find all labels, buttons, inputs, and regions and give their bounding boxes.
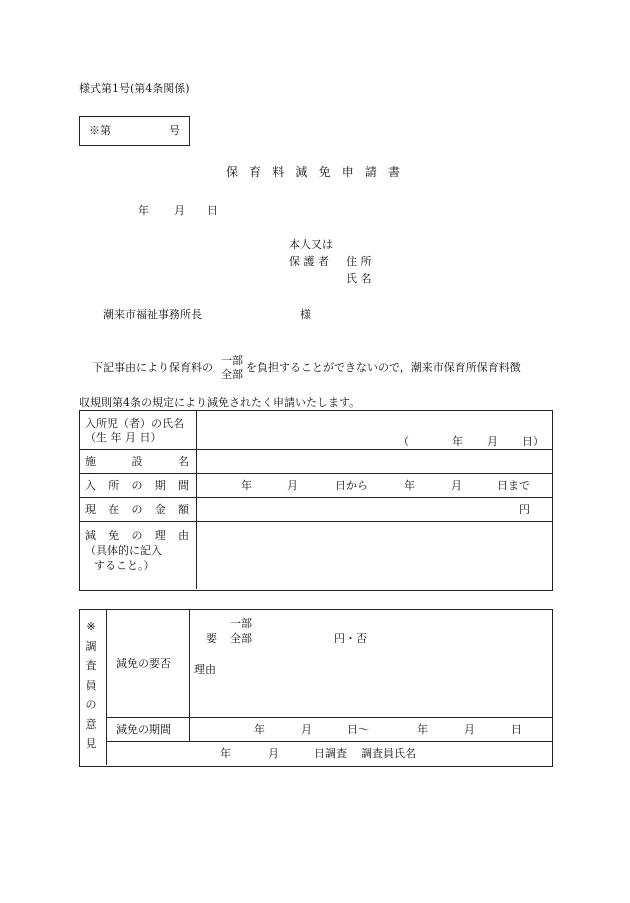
investigation-year: 年 [220,747,231,760]
label-char: 期 [154,479,166,492]
label-char: 意 [85,717,97,731]
period-end-month: 月 [451,479,462,492]
title-char: 料 [272,165,285,179]
necessity-yo: 要 [206,632,217,645]
label-char: 額 [178,503,189,516]
label-char: 所 [108,479,120,492]
investigator-table [79,609,553,767]
label-char: の [131,529,143,542]
label-char: の [131,503,143,516]
label-char: の [85,698,97,711]
label-char: 設 [131,455,143,468]
birthdate-year: 年 [452,435,463,448]
period-start-day: 日から [335,479,368,492]
reason-note-line2: すること。） [94,559,155,572]
necessity-yen-or-no: 円・否 [334,632,367,645]
current-amount-label [85,504,189,515]
birthdate-label: （生 年 月 日） [85,431,162,444]
label-char: 査 [85,659,97,672]
label-char: 理 [154,529,166,542]
fraction-top: 一部 [221,354,243,367]
reason-note-line1: （具体的に記入 [85,544,162,557]
facility-name-label [85,456,189,467]
label-char: 間 [178,479,189,492]
guardian-label: 保 護 者 [289,255,329,268]
number-box-prefix: ※第 [89,124,111,137]
label-char: 金 [154,503,166,516]
table2-divider [189,609,190,741]
table1-rule [79,473,552,474]
investigator-name-label: 調査員氏名 [361,747,416,760]
birthdate-month: 月 [487,435,498,448]
body-text-part1: 下記事由により保育料の [92,361,213,374]
reduction-end-month: 月 [464,723,475,736]
investigation-day: 日調査 [314,747,347,760]
table2-rule [106,741,552,742]
body-text-line2: 収規則第4条の規定により減免されたく申請いたします。 [79,396,361,409]
table1-rule [79,521,552,522]
table1-divider [196,410,197,589]
reduction-end-year: 年 [417,723,428,736]
table1-rule [79,497,552,498]
date-day: 日 [207,204,218,217]
date-month: 月 [174,204,185,217]
necessity-fraction-bottom: 全部 [230,632,252,645]
title-char: 書 [387,165,400,179]
enrollment-period-label [85,480,189,491]
label-char: の [131,479,143,492]
reduction-reason-label [85,530,189,541]
period-end-year: 年 [404,479,415,492]
period-start-month: 月 [287,479,298,492]
investigation-month: 月 [268,747,279,760]
label-char: 名 [178,455,189,468]
title-char: 減 [295,165,308,179]
body-text-part2: を負担することができないので，潮来市保育所保育料徴 [246,361,521,374]
label-char: 免 [108,529,120,542]
number-box-suffix: 号 [169,124,180,137]
title-char: 申 [341,165,354,179]
label-char: 現 [85,503,96,516]
label-char: 見 [85,737,97,750]
body-fraction [221,354,243,382]
number-box [79,116,190,146]
investigator-opinion-label [83,617,99,754]
title-char: 請 [364,165,377,179]
label-char: 在 [108,503,120,516]
reduction-necessity-label: 減免の要否 [116,657,171,670]
label-char: 施 [85,455,96,468]
reduction-start-day: 日～ [347,723,369,736]
label-char: 調 [85,639,97,653]
child-name-label: 入所児（者）の氏名 [85,417,184,430]
label-char: 減 [85,529,96,542]
addressee-name: 潮来市福祉事務所長 [103,308,202,321]
label-char: 員 [85,678,97,692]
date-year: 年 [138,204,149,217]
reason-label: 理由 [194,663,216,676]
period-end-day: 日まで [497,479,530,492]
birthdate-paren: （ [398,435,409,448]
title-char: 育 [249,165,262,179]
birthdate-day: 日） [522,435,544,448]
form-id: 様式第1号(第4条関係) [79,82,190,95]
document-title [226,166,400,178]
title-char: 免 [318,165,331,179]
amount-unit: 円 [519,503,530,516]
reduction-period-label: 減免の期間 [116,723,171,736]
table1-rule [79,449,552,450]
period-start-year: 年 [241,479,252,492]
label-char: ※ [86,620,96,633]
title-char: 保 [226,165,239,179]
label-char: 由 [178,529,189,542]
addressee-honorific: 様 [300,308,311,321]
reduction-end-day: 日 [511,723,522,736]
necessity-fraction-top: 一部 [230,617,252,630]
table2-rule [106,717,552,718]
fraction-bottom: 全部 [221,368,243,381]
reduction-start-month: 月 [301,723,312,736]
name-label: 氏 名 [346,272,372,285]
label-char: 入 [85,479,96,492]
applicant-label: 本人又は [289,238,333,251]
reduction-start-year: 年 [254,723,265,736]
address-label: 住 所 [346,255,372,268]
